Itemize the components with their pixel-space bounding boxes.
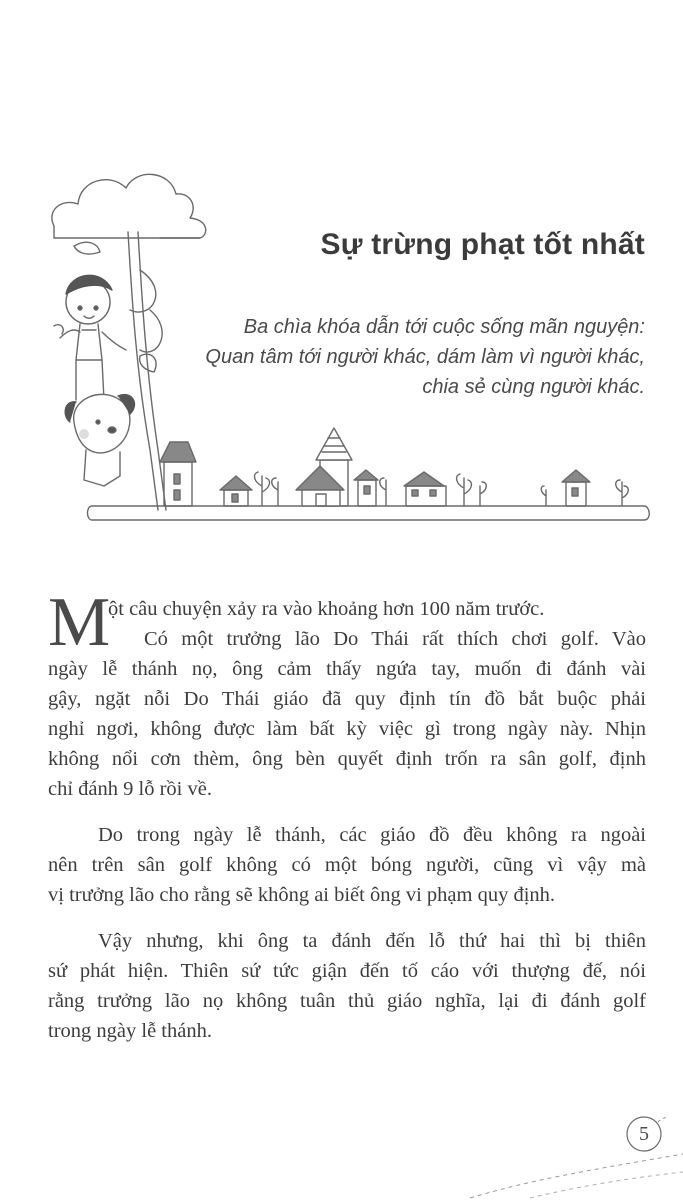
decorative-dashed-curve	[470, 1150, 683, 1200]
text-line: Vậy nhưng, khi ông ta đánh đến lỗ thứ hai thì bị thiên	[98, 930, 646, 952]
sprout-icon	[255, 472, 270, 506]
sprout-icon	[457, 474, 472, 506]
text-line: không nổi cơn thèm, ông bèn quyết định trốn ra sân golf, định	[48, 748, 646, 770]
house-icon	[220, 476, 252, 506]
chapter-title: Sự trừng phạt tốt nhất	[320, 228, 645, 261]
text-line: nghỉ ngơi, không được làm bất kỳ việc gì trong ngày này. Nhịn	[48, 718, 646, 740]
boy-figure	[54, 275, 126, 400]
drop-cap: M	[48, 584, 111, 661]
epigraph-line: chia sẻ cùng người khác.	[422, 376, 645, 398]
paragraph	[48, 820, 646, 910]
epigraph-line: Ba chìa khóa dẫn tới cuộc sống mãn nguyện:	[243, 316, 645, 338]
sprout-icon	[380, 478, 386, 506]
text-line: rằng trưởng lão nọ không tuân thủ giáo nghĩa, lại đi đánh golf	[48, 990, 646, 1012]
text-line: ngày lễ thánh nọ, ông cảm thấy ngứa tay, muốn đi đánh vài	[48, 658, 646, 680]
epigraph	[175, 312, 645, 402]
paragraph	[48, 584, 646, 804]
sprout-icon	[616, 480, 629, 506]
sprout-icon	[541, 486, 546, 506]
paragraph	[48, 926, 646, 1046]
page-number: 5	[639, 1122, 649, 1145]
cloud-icon	[52, 174, 206, 238]
text-line: ột câu chuyện xảy ra vào khoảng hơn 100 năm trước.	[108, 598, 545, 620]
text-line: nên trên sân golf không có một bóng người, cũng vì vậy mà	[48, 854, 646, 876]
body-text	[48, 584, 646, 1062]
text-line: Có một trưởng lão Do Thái rất thích chơi golf. Vào	[144, 628, 646, 650]
text-line: vị trưởng lão cho rằng sẽ không ai biết ông vi phạm quy định.	[48, 884, 556, 906]
text-line: chỉ đánh 9 lỗ rồi về.	[48, 778, 212, 800]
tower-icon	[160, 442, 196, 506]
epigraph-line: Quan tâm tới người khác, dám làm vì người khác,	[205, 346, 645, 368]
leaf-icon	[74, 242, 100, 254]
text-line: sứ phát hiện. Thiên sứ tức giận đến tố cáo với thượng đế, nói	[48, 960, 646, 982]
tree-stem	[128, 232, 158, 510]
text-line: trong ngày lễ thánh.	[48, 1020, 212, 1042]
ground-bar	[88, 506, 650, 520]
text-line: Do trong ngày lễ thánh, các giáo đồ đều không ra ngoài	[98, 824, 646, 846]
house-icon	[404, 472, 446, 506]
house-icon	[354, 470, 378, 506]
text-line: gậy, ngặt nỗi Do Thái giáo đã quy định tín đồ bắt buộc phải	[48, 688, 646, 710]
dog-figure	[65, 394, 134, 486]
house-icon	[562, 470, 590, 506]
house-icon	[296, 428, 352, 506]
